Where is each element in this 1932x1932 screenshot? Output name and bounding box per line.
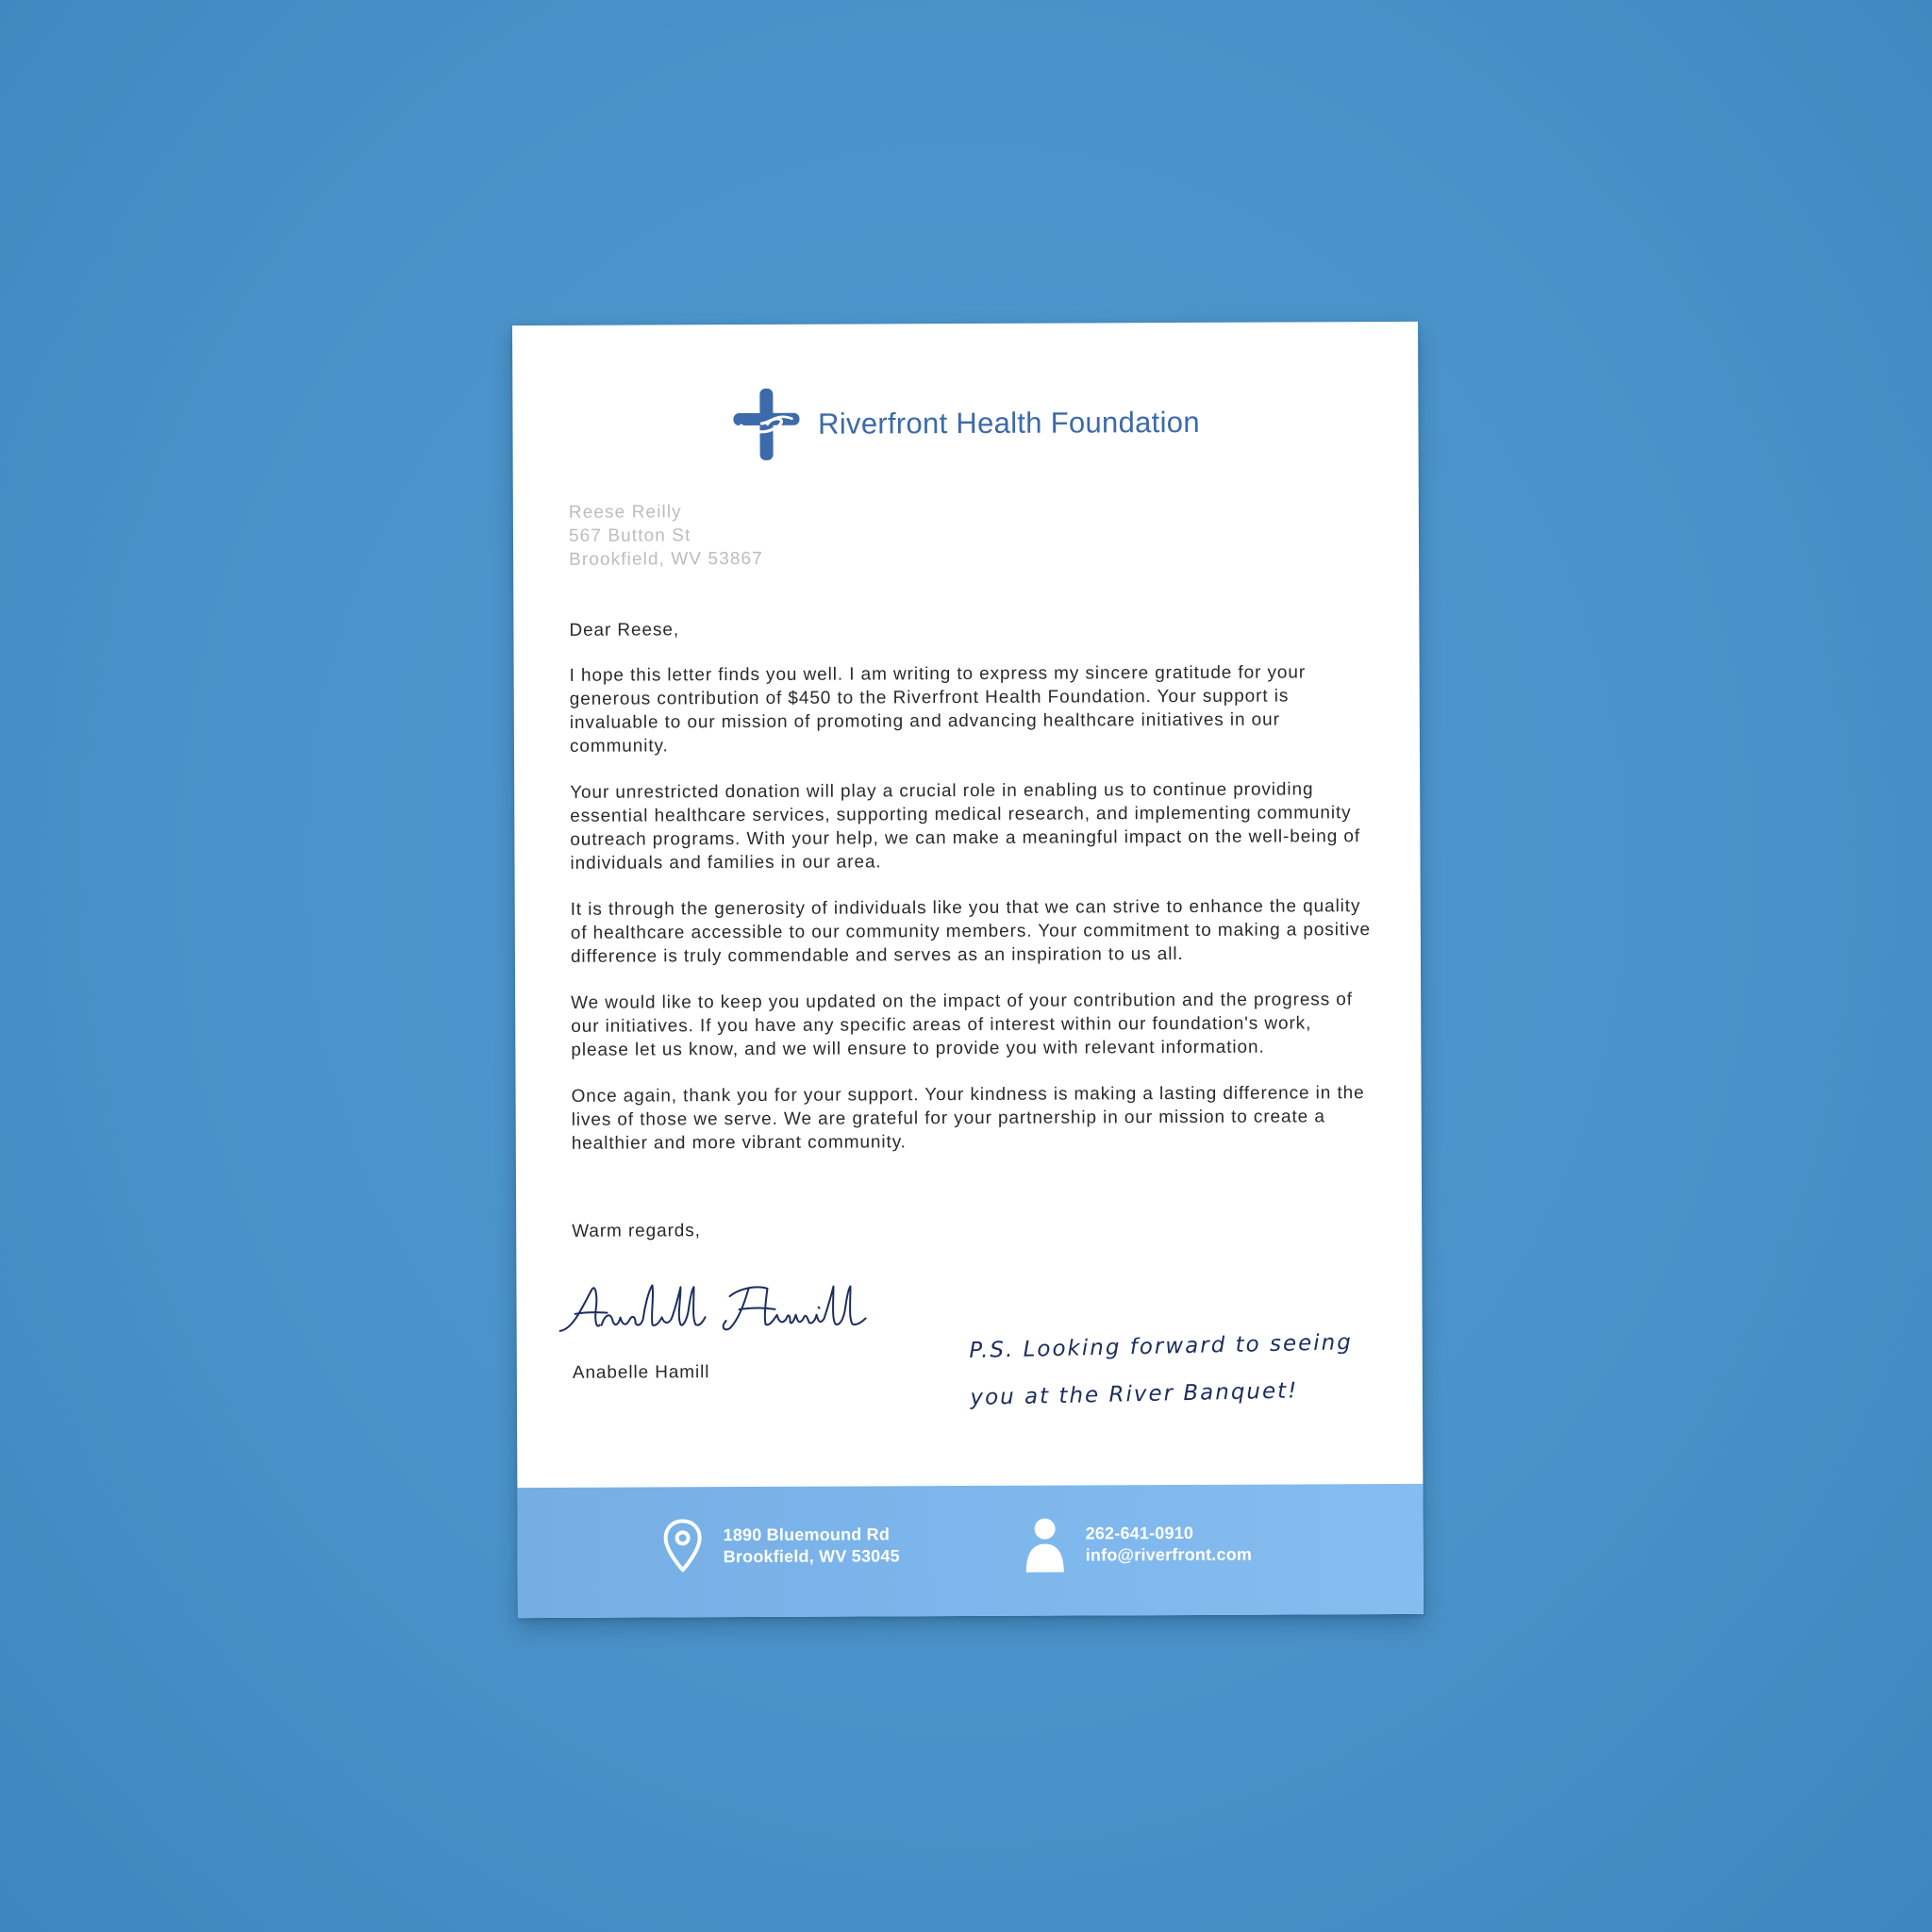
medical-cross-hands-icon xyxy=(731,387,801,462)
letter-page xyxy=(512,322,1424,1618)
signer-name: Anabelle Hamill xyxy=(572,1362,710,1383)
handwritten-postscript xyxy=(969,1318,1405,1422)
footer-email: info@riverfront.com xyxy=(1085,1544,1253,1565)
recipient-address xyxy=(569,500,763,572)
paragraph: It is through the generosity of individuals like you that we can strive to enhance the quality of healthcare accessible to our community members. Your commitment to making a positive difference is truly commendable and serves as an inspiration to us all. xyxy=(570,896,1372,967)
postscript-line: you at the River Banquet! xyxy=(970,1378,1299,1411)
postscript-line: P.S. Looking forward to seeing xyxy=(969,1330,1354,1364)
closing: Warm regards, xyxy=(572,1221,701,1241)
salutation: Dear Reese, xyxy=(569,620,680,641)
footer-address-line1: 1890 Bluemound Rd xyxy=(723,1524,891,1545)
letter-body xyxy=(569,615,1374,1178)
handwritten-signature xyxy=(554,1267,874,1343)
paragraph: Your unrestricted donation will play a crucial role in enabling us to continue providing essential healthcare services, supporting medical research, and implementing community outreach programs. With your help, we can make a meaningful impact on the well-being of individuals and families in our area. xyxy=(570,779,1361,874)
recipient-name: Reese Reilly xyxy=(568,502,682,523)
paragraph: Once again, thank you for your support. Your kindness is making a lasting difference in the lives of those we serve. We are grateful for your partnership in our mission to create a healthier and more vibrant community. xyxy=(571,1083,1365,1154)
footer-address xyxy=(661,1516,900,1575)
paragraph: I hope this letter finds you well. I am writing to express my sincere gratitude for your generous contribution of $450 to the Riverfront Health Foundation. Your support is invaluable to our mission of promoting and advancing healthcare initiatives in our community. xyxy=(569,662,1307,757)
letterhead xyxy=(512,384,1418,463)
footer-address-line2: Brookfield, WV 53045 xyxy=(723,1546,900,1567)
location-pin-icon xyxy=(661,1517,705,1575)
footer-contact xyxy=(1024,1515,1253,1574)
organization-name: Riverfront Health Foundation xyxy=(818,405,1200,441)
recipient-city: Brookfield, WV 53867 xyxy=(569,548,763,570)
person-icon xyxy=(1024,1516,1067,1574)
paragraph: We would like to keep you updated on the impact of your contribution and the progress of our initiatives. If you have any specific areas of interest within our foundation's work, please let us know, and we will ensure to provide you with relevant information. xyxy=(571,990,1353,1060)
footer-phone: 262-641-0910 xyxy=(1085,1523,1194,1543)
footer-band xyxy=(517,1484,1424,1618)
recipient-street: 567 Button St xyxy=(568,525,691,546)
